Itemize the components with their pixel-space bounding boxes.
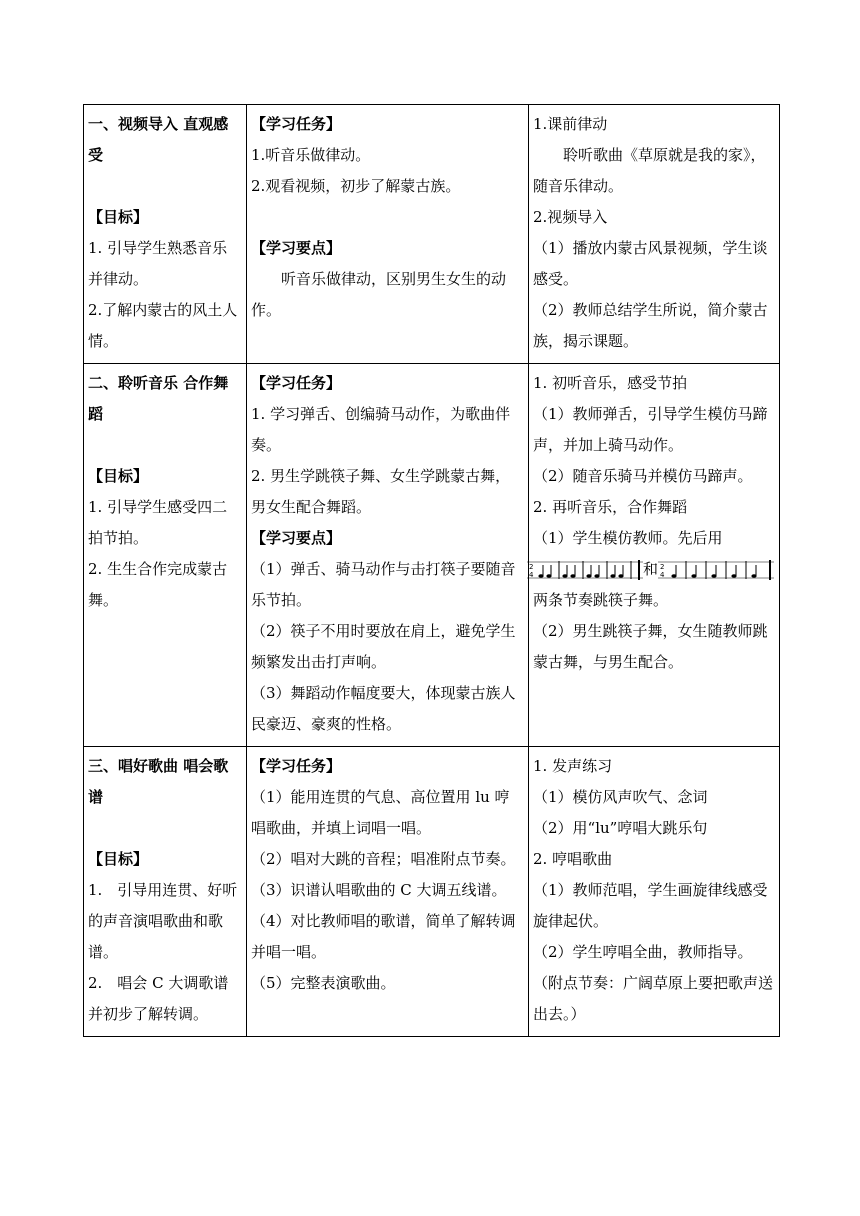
task-item: （1）能用连贯的气息、高位置用 lu 哼唱歌曲，并填上词唱一唱。 [251,788,510,837]
points-heading: 【学习要点】 [251,239,342,257]
goal-item: 2. 唱会 C 大调歌谱并初步了解转调。 [88,974,229,1023]
process-cell [529,105,780,364]
task-item: 2.观看视频，初步了解蒙古族。 [251,177,461,195]
task-item: （5）完整表演歌曲。 [251,974,396,992]
process-cell [529,747,780,1037]
section-cell [84,747,247,1037]
points-item: 听音乐做律动，区别男生女生的动作。 [251,270,507,319]
goal-item: 2.了解内蒙古的风土人情。 [88,301,238,350]
section-cell [84,105,247,364]
rhythm-pattern-2 [658,557,774,583]
task-item: （2）唱对大跳的音程；唱准附点节奏。 [251,850,516,868]
task-item: （4）对比教师唱的歌谱，简单了解转调并唱一唱。 [251,912,516,961]
process-item: （1）教师范唱，学生画旋律线感受旋律起伏。 [533,881,768,930]
points-item: （2）筷子不用时要放在肩上，避免学生频繁发出击打声响。 [251,622,516,671]
process-item: 1.课前律动 [533,115,608,133]
process-item: （2）男生跳筷子舞，女生随教师跳蒙古舞，与男生配合。 [533,622,768,671]
process-item: 2. 哼唱歌曲 [533,850,613,868]
lesson-plan-table [83,104,780,1037]
task-item: （3）识谱认唱歌曲的 C 大调五线谱。 [251,881,507,899]
points-item: （1）弹舌、骑马动作与击打筷子要随音乐节拍。 [251,560,516,609]
section-title: 二、聆听音乐 合作舞蹈 [88,374,229,423]
goal-item: 2. 生生合作完成蒙古舞。 [88,560,228,609]
process-item: （1）学生模仿教师。先后用 [533,529,723,547]
process-item: （1）播放内蒙古风景视频，学生谈感受。 [533,239,768,288]
goal-item: 1. 引导用连贯、好听的声音演唱歌曲和歌谱。 [88,881,238,961]
task-item: 2. 男生学跳筷子舞、女生学跳蒙古舞，男女生配合舞蹈。 [251,467,511,516]
process-item: （2）随音乐骑马并模仿马蹄声。 [533,467,753,485]
tasks-cell [247,747,529,1037]
section-title: 一、视频导入 直观感受 [88,115,229,164]
goal-item: 1. 引导学生感受四二拍节拍。 [88,498,228,547]
task-heading: 【学习任务】 [251,115,342,133]
goal-heading: 【目标】 [88,850,149,868]
task-heading: 【学习任务】 [251,374,342,392]
rhythm-patterns [527,554,775,585]
process-item: 2.视频导入 [533,208,608,226]
points-item: （3）舞蹈动作幅度要大，体现蒙古族人民豪迈、豪爽的性格。 [251,684,516,733]
tasks-cell [247,364,529,747]
section-cell [84,364,247,747]
table-row [84,105,780,364]
process-cell [529,364,780,747]
task-item: 1.听音乐做律动。 [251,146,371,164]
tasks-cell [247,105,529,364]
table-row [84,747,780,1037]
process-item: （1）教师弹舌，引导学生模仿马蹄声，并加上骑马动作。 [533,405,768,454]
svg-text:2: 2 [529,562,534,571]
task-heading: 【学习任务】 [251,757,342,775]
process-item: （1）模仿风声吹气、念词 [533,788,708,806]
task-item: 1. 学习弹舌、创编骑马动作，为歌曲伴奏。 [251,405,511,454]
goal-item: 1. 引导学生熟悉音乐并律动。 [88,239,228,288]
process-item: 2. 再听音乐，合作舞蹈 [533,498,688,516]
svg-text:4: 4 [660,570,665,579]
svg-text:2: 2 [660,562,665,571]
process-item: 两条节奏跳筷子舞。 [533,591,669,609]
process-item: （2）学生哼唱全曲，教师指导。（附点节奏：广阔草原上要把歌声送出去。） [533,943,774,1023]
section-title: 三、唱好歌曲 唱会歌谱 [88,757,229,806]
goal-heading: 【目标】 [88,208,149,226]
process-item: 1. 发声练习 [533,757,613,775]
svg-text:4: 4 [529,570,534,579]
process-item: （2）教师总结学生所说，简介蒙古族，揭示课题。 [533,301,768,350]
rhythm-conjunction: 和 [643,560,659,578]
points-heading: 【学习要点】 [251,529,342,547]
table-row [84,364,780,747]
process-item: 聆听歌曲《草原就是我的家》，随音乐律动。 [533,146,766,195]
rhythm-pattern-1 [527,557,643,583]
goal-heading: 【目标】 [88,467,149,485]
process-item: 1. 初听音乐，感受节拍 [533,374,688,392]
process-item: （2）用“lu”哼唱大跳乐句 [533,819,708,837]
